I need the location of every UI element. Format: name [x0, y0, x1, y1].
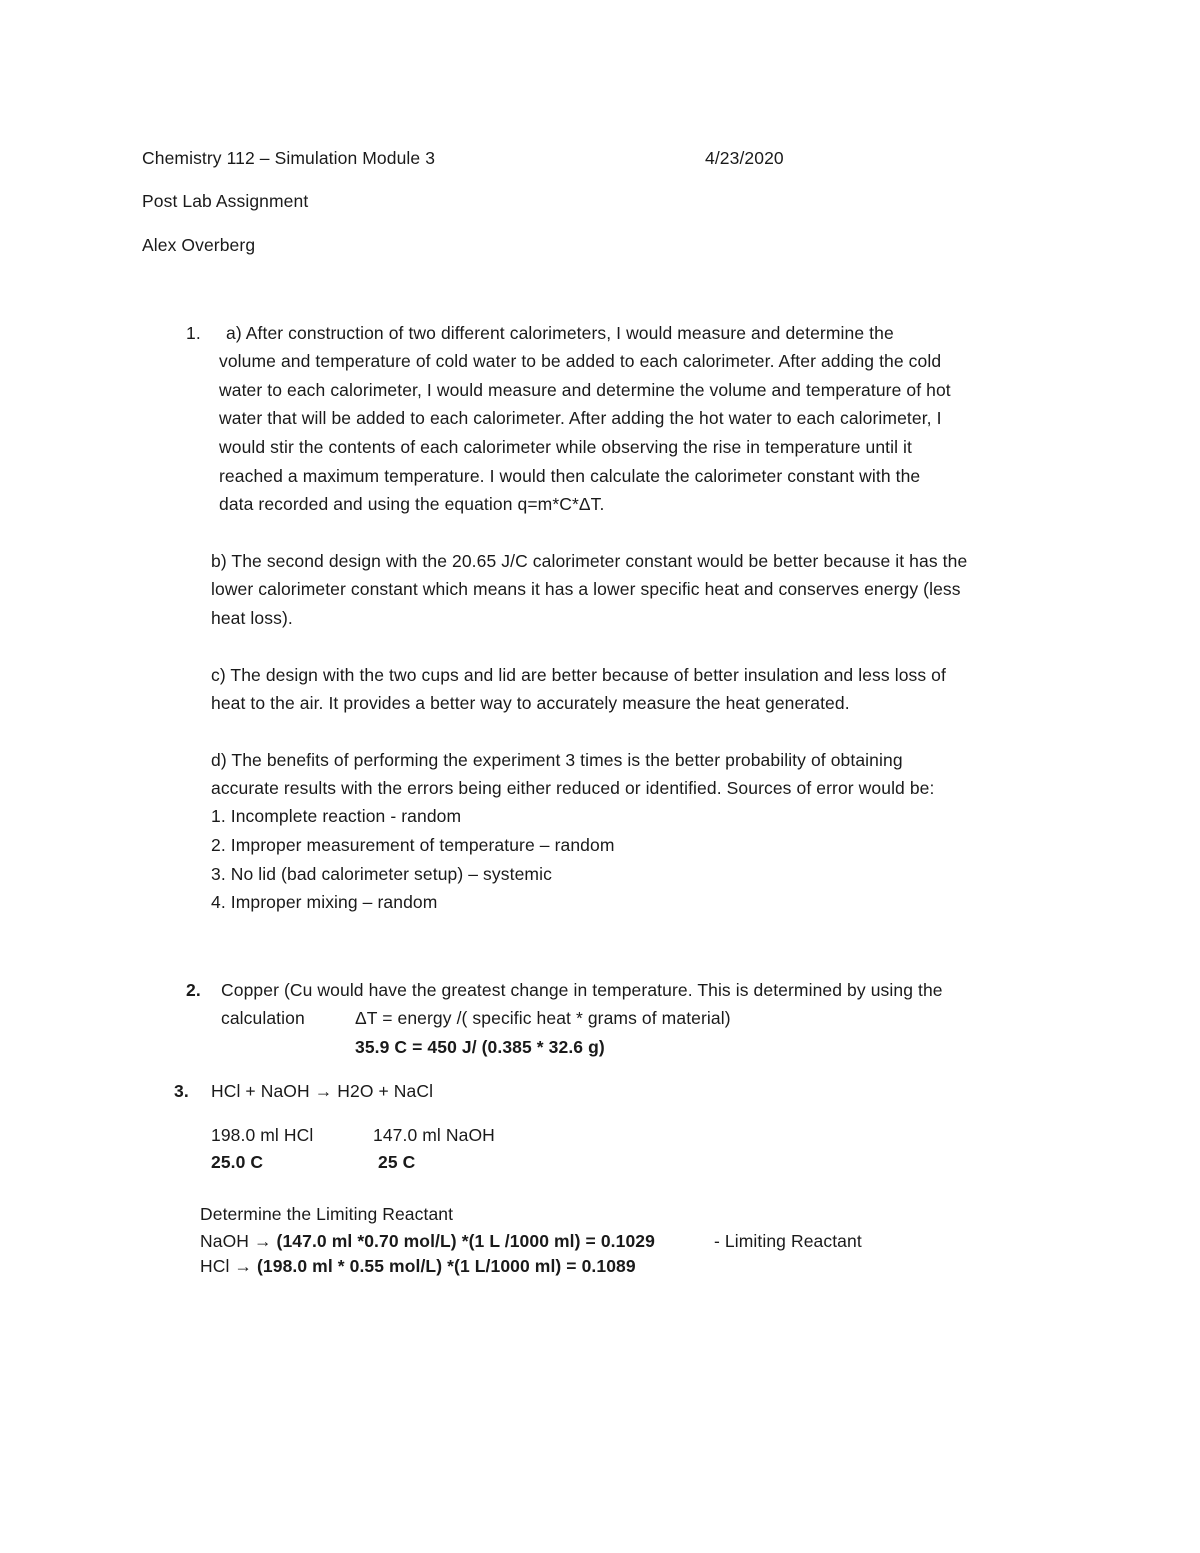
q1a-line: water that will be added to each calorimeter. After adding the hot water to each calorimeter, I: [219, 408, 942, 428]
q1a-line: a) After construction of two different calorimeters, I would measure and determine the: [226, 323, 894, 343]
q1a-line: water to each calorimeter, I would measure and determine the volume and temperature of hot: [219, 380, 951, 400]
error-source-item: 3. No lid (bad calorimeter setup) – systemic: [211, 864, 552, 884]
document-date: 4/23/2020: [705, 148, 784, 168]
q1a-line: would stir the contents of each calorimeter while observing the rise in temperature until it: [219, 437, 913, 457]
hcl-calc-prefix: HCl →: [200, 1256, 257, 1276]
error-source-item: 2. Improper measurement of temperature – random: [211, 835, 615, 855]
hcl-volume: 198.0 ml HCl: [211, 1125, 314, 1145]
q1b-line: b) The second design with the 20.65 J/C calorimeter constant would be better because it has the: [211, 551, 968, 571]
author-name: Alex Overberg: [142, 235, 256, 255]
q2-line: Copper (Cu would have the greatest change in temperature. This is determined by using the: [221, 980, 943, 1000]
q1-number: 1.: [186, 323, 201, 343]
assignment-title: Post Lab Assignment: [142, 191, 309, 211]
naoh-temperature: 25 C: [378, 1152, 416, 1172]
q2-number: 2.: [186, 980, 201, 1000]
error-source-item: 4. Improper mixing – random: [211, 892, 438, 912]
q1b-line: lower calorimeter constant which means it has a lower specific heat and conserves energy (less: [211, 579, 961, 599]
q1c-line: c) The design with the two cups and lid are better because of better insulation and less loss of: [211, 665, 946, 685]
q1a-line: volume and temperature of cold water to be added to each calorimeter. After adding the cold: [219, 351, 942, 371]
q3-equation: HCl + NaOH → H2O + NaCl: [211, 1081, 434, 1101]
course-title: Chemistry 112 – Simulation Module 3: [142, 148, 436, 168]
error-source-item: 1. Incomplete reaction - random: [211, 806, 462, 826]
q1b-line: heat loss).: [211, 608, 293, 628]
q3-number: 3.: [174, 1081, 189, 1101]
hcl-temperature: 25.0 C: [211, 1152, 264, 1172]
q2-formula: ΔT = energy /( specific heat * grams of material): [355, 1008, 731, 1028]
q2-result: 35.9 C = 450 J/ (0.385 * 32.6 g): [355, 1037, 605, 1057]
limiting-reactant-title: Determine the Limiting Reactant: [200, 1204, 454, 1224]
hcl-calc-expression: (198.0 ml * 0.55 mol/L) *(1 L/1000 ml) = 0.1089: [257, 1256, 636, 1276]
naoh-calc-expression: (147.0 ml *0.70 mol/L) *(1 L /1000 ml) = 0.1029: [276, 1231, 655, 1251]
hcl-calculation: [200, 1254, 636, 1278]
q1d-line: accurate results with the errors being either reduced or identified. Sources of error would be:: [211, 778, 935, 798]
q1d-line: d) The benefits of performing the experiment 3 times is the better probability of obtaining: [211, 750, 903, 770]
naoh-calc-prefix: NaOH →: [200, 1231, 277, 1251]
q1c-line: heat to the air. It provides a better way to accurately measure the heat generated.: [211, 693, 850, 713]
q1a-line: reached a maximum temperature. I would then calculate the calorimeter constant with the: [219, 466, 921, 486]
q1a-line: data recorded and using the equation q=m*C*ΔT.: [219, 494, 605, 514]
limiting-reactant-note: - Limiting Reactant: [714, 1231, 862, 1251]
q2-calc-label: calculation: [221, 1008, 305, 1028]
naoh-calculation: [200, 1229, 655, 1253]
naoh-volume: 147.0 ml NaOH: [373, 1125, 495, 1145]
